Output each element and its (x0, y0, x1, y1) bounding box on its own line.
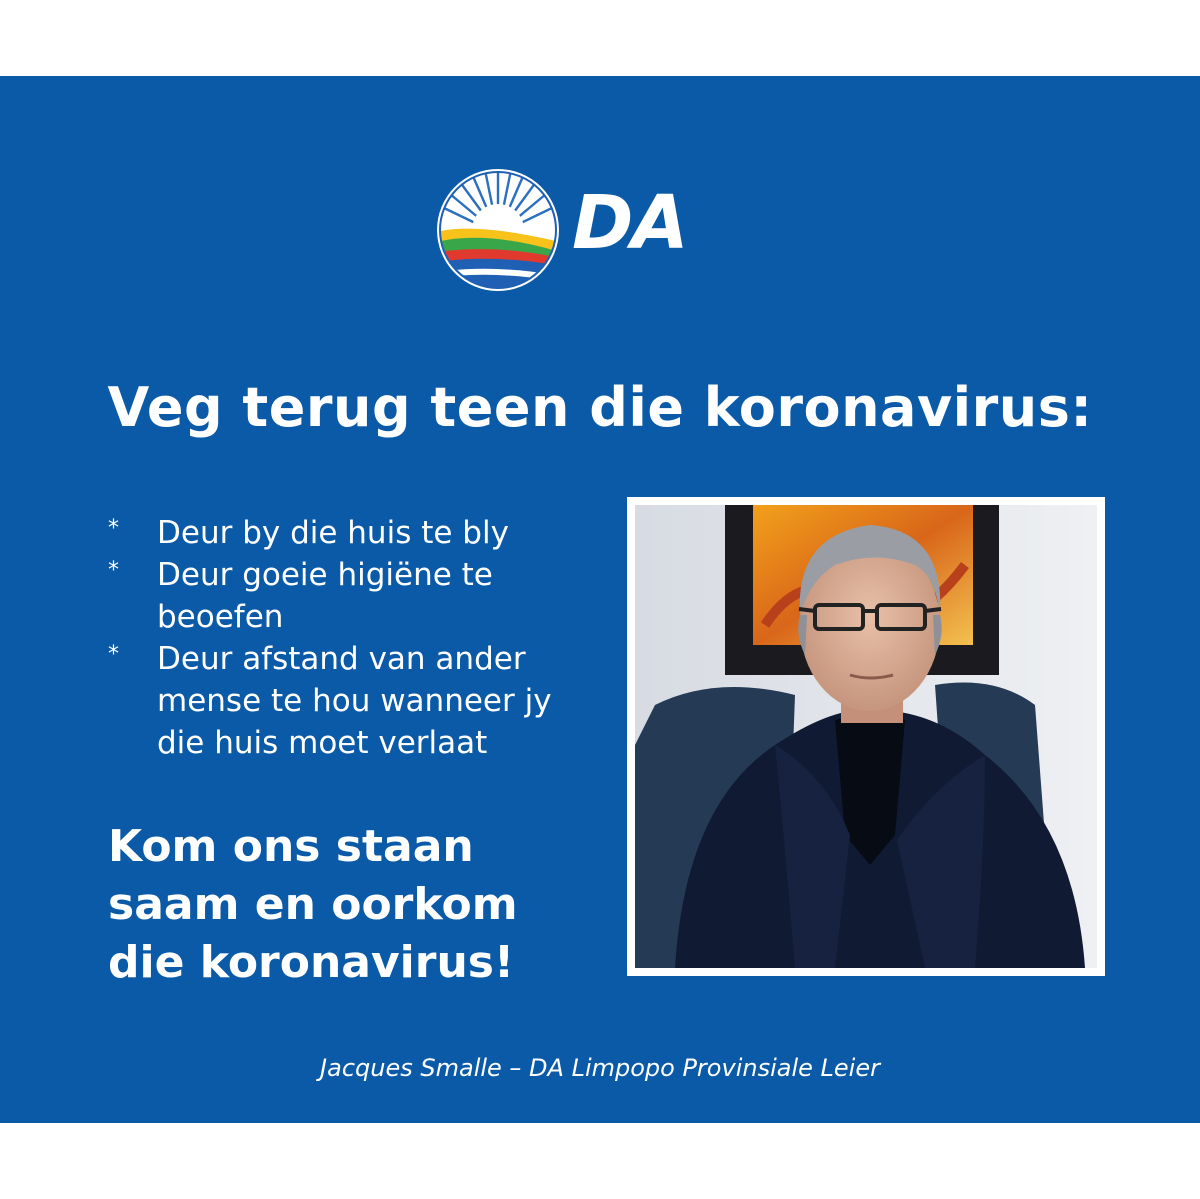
poster-background (0, 76, 1200, 1123)
portrait-photo (627, 497, 1105, 976)
caption: Jacques Smalle – DA Limpopo Provinsiale Leier (320, 1054, 880, 1082)
bullet-text: Deur by die huis te bly (157, 515, 509, 551)
bullet-text: Deur goeie higiëne te beoefen (157, 557, 493, 635)
bullet-text: Deur afstand van ander mense te hou wanneer jy die huis moet verlaat (157, 641, 552, 761)
da-logo-text: DA (572, 180, 687, 266)
bullet-item (108, 512, 608, 554)
da-logo (436, 168, 716, 298)
bullet-marker: * (108, 642, 119, 667)
bullet-list (108, 512, 608, 764)
da-logo-sun-icon (436, 168, 560, 292)
headline: Veg terug teen die koronavirus: (107, 376, 1093, 439)
bullet-item (108, 554, 608, 638)
bullet-marker: * (108, 558, 119, 583)
portrait-illustration (635, 505, 1097, 968)
bullet-marker: * (108, 516, 119, 541)
bullet-item (108, 638, 608, 764)
slogan: Kom ons staan saam en oorkom die koronavirus! (108, 821, 518, 988)
